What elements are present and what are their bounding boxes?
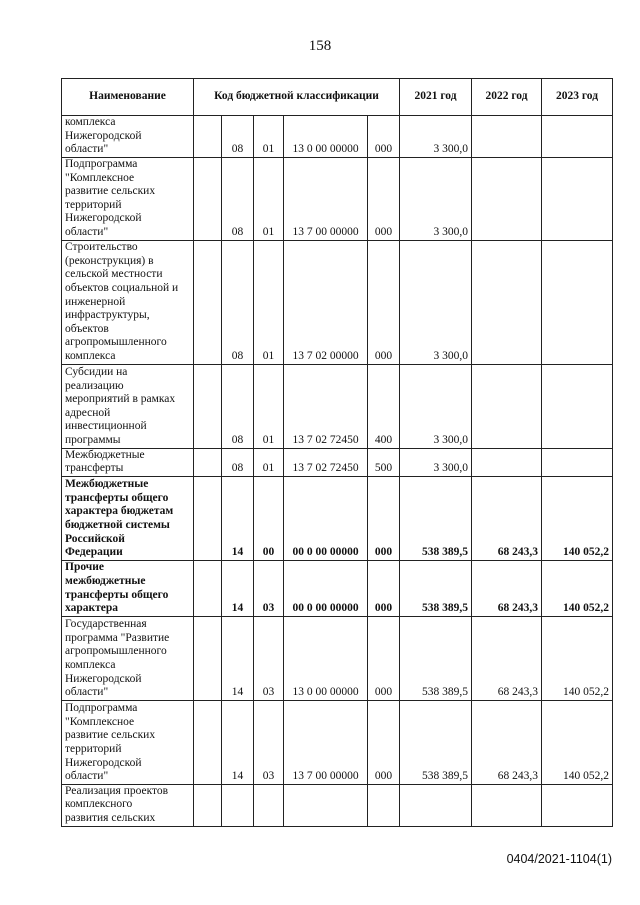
row-expense-type: 000 [368, 158, 400, 241]
row-subsection: 03 [254, 560, 284, 616]
header-code: Код бюджетной классификации [194, 79, 400, 116]
row-name: Государственная программа "Развитие агропромышленного комплекса Нижегородской области" [62, 616, 194, 700]
row-target-code [284, 784, 368, 826]
document-code: 0404/2021-1104(1) [506, 852, 612, 866]
row-value-2023 [542, 448, 613, 476]
row-section: 08 [222, 448, 254, 476]
row-subsection: 03 [254, 700, 284, 784]
row-section: 14 [222, 616, 254, 700]
row-subsection [254, 784, 284, 826]
row-target-code: 13 7 00 00000 [284, 700, 368, 784]
row-subsection: 01 [254, 448, 284, 476]
row-value-2021: 3 300,0 [400, 240, 472, 364]
row-target-code: 13 7 02 00000 [284, 240, 368, 364]
table-row [62, 158, 613, 241]
table-row [62, 240, 613, 364]
table-header-row [62, 79, 613, 116]
row-name: Строительство (реконструкция) в сельской местности объектов социальной и инженерной инфраструктуры, объектов агропромышленного комплекса [62, 240, 194, 364]
row-blank [194, 158, 222, 241]
row-section [222, 784, 254, 826]
row-value-2022 [472, 784, 542, 826]
row-expense-type: 000 [368, 476, 400, 560]
row-blank [194, 116, 222, 158]
row-subsection: 00 [254, 476, 284, 560]
table-row [62, 364, 613, 448]
row-blank [194, 784, 222, 826]
row-name: Реализация проектов комплексного развития сельских [62, 784, 194, 826]
row-value-2023 [542, 116, 613, 158]
row-target-code: 13 7 02 72450 [284, 364, 368, 448]
row-value-2022: 68 243,3 [472, 560, 542, 616]
row-blank [194, 240, 222, 364]
row-value-2022: 68 243,3 [472, 476, 542, 560]
table-row [62, 476, 613, 560]
row-section: 14 [222, 560, 254, 616]
row-value-2021: 3 300,0 [400, 116, 472, 158]
table-row [62, 448, 613, 476]
row-value-2022: 68 243,3 [472, 700, 542, 784]
table-row [62, 616, 613, 700]
row-blank [194, 560, 222, 616]
row-value-2021: 538 389,5 [400, 476, 472, 560]
row-section: 14 [222, 476, 254, 560]
row-name: Межбюджетные трансферты [62, 448, 194, 476]
row-value-2021: 538 389,5 [400, 616, 472, 700]
row-value-2021: 538 389,5 [400, 560, 472, 616]
row-section: 08 [222, 158, 254, 241]
row-value-2023 [542, 240, 613, 364]
row-value-2022 [472, 240, 542, 364]
row-value-2021: 538 389,5 [400, 700, 472, 784]
row-subsection: 01 [254, 116, 284, 158]
header-2023: 2023 год [542, 79, 613, 116]
row-subsection: 01 [254, 158, 284, 241]
header-2021: 2021 год [400, 79, 472, 116]
row-subsection: 01 [254, 240, 284, 364]
table-row [62, 116, 613, 158]
row-expense-type: 000 [368, 560, 400, 616]
row-blank [194, 448, 222, 476]
row-expense-type [368, 784, 400, 826]
row-value-2023: 140 052,2 [542, 476, 613, 560]
row-value-2022: 68 243,3 [472, 616, 542, 700]
row-value-2023: 140 052,2 [542, 560, 613, 616]
budget-table [61, 78, 613, 827]
row-target-code: 13 7 02 72450 [284, 448, 368, 476]
row-target-code: 13 7 00 00000 [284, 158, 368, 241]
row-expense-type: 000 [368, 700, 400, 784]
row-section: 08 [222, 116, 254, 158]
row-section: 08 [222, 364, 254, 448]
row-subsection: 01 [254, 364, 284, 448]
row-value-2022 [472, 116, 542, 158]
row-name: Субсидии на реализацию мероприятий в рамках адресной инвестиционной программы [62, 364, 194, 448]
row-value-2021 [400, 784, 472, 826]
row-name: комплекса Нижегородской области" [62, 116, 194, 158]
row-expense-type: 000 [368, 240, 400, 364]
header-2022: 2022 год [472, 79, 542, 116]
row-value-2022 [472, 364, 542, 448]
row-target-code: 00 0 00 00000 [284, 560, 368, 616]
row-value-2023: 140 052,2 [542, 616, 613, 700]
row-target-code: 00 0 00 00000 [284, 476, 368, 560]
row-expense-type: 000 [368, 616, 400, 700]
row-expense-type: 000 [368, 116, 400, 158]
row-value-2023: 140 052,2 [542, 700, 613, 784]
page-number: 158 [308, 38, 332, 54]
row-blank [194, 700, 222, 784]
row-value-2023 [542, 364, 613, 448]
row-value-2023 [542, 784, 613, 826]
row-name: Подпрограмма "Комплексное развитие сельских территорий Нижегородской области" [62, 700, 194, 784]
row-value-2022 [472, 158, 542, 241]
row-section: 14 [222, 700, 254, 784]
row-section: 08 [222, 240, 254, 364]
row-blank [194, 616, 222, 700]
row-target-code: 13 0 00 00000 [284, 116, 368, 158]
row-value-2023 [542, 158, 613, 241]
table-row [62, 560, 613, 616]
row-target-code: 13 0 00 00000 [284, 616, 368, 700]
row-expense-type: 400 [368, 364, 400, 448]
header-name: Наименование [62, 79, 194, 116]
table-row [62, 700, 613, 784]
table-row [62, 784, 613, 826]
row-expense-type: 500 [368, 448, 400, 476]
row-name: Прочие межбюджетные трансферты общего характера [62, 560, 194, 616]
row-blank [194, 364, 222, 448]
row-name: Подпрограмма "Комплексное развитие сельских территорий Нижегородской области" [62, 158, 194, 241]
row-blank [194, 476, 222, 560]
row-value-2021: 3 300,0 [400, 158, 472, 241]
row-value-2021: 3 300,0 [400, 448, 472, 476]
row-value-2022 [472, 448, 542, 476]
row-subsection: 03 [254, 616, 284, 700]
row-name: Межбюджетные трансферты общего характера бюджетам бюджетной системы Российской Федерации [62, 476, 194, 560]
row-value-2021: 3 300,0 [400, 364, 472, 448]
